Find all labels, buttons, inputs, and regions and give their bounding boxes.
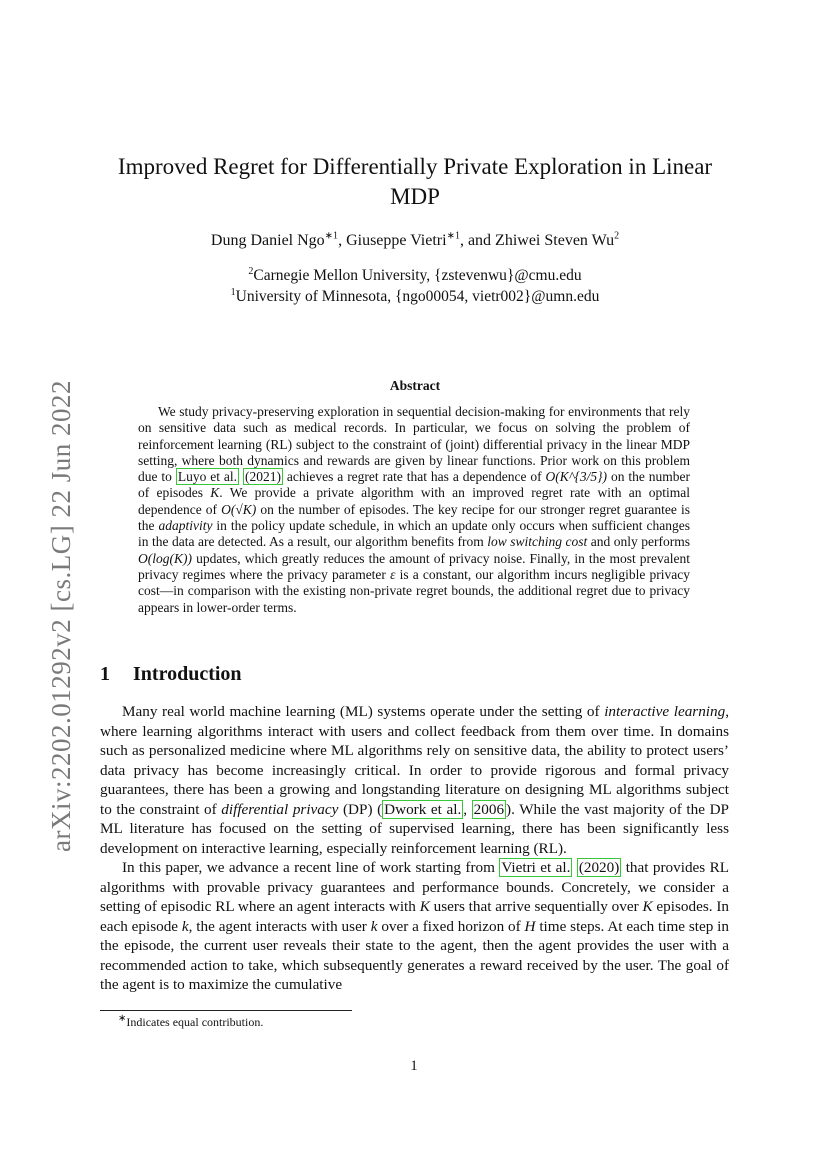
- paper-title: Improved Regret for Differentially Private Exploration in Linear MDP: [117, 154, 713, 209]
- abstract-text: achieves a regret rate that has a dependence of: [282, 469, 546, 485]
- arxiv-identifier-stamp: [22, 372, 76, 852]
- citation-text: Luyo et al.: [177, 469, 238, 485]
- emphasis-text: adaptivity: [158, 518, 213, 534]
- footnote-text: Indicates equal contribution.: [126, 1015, 264, 1029]
- emphasis-text: differential privacy: [221, 800, 339, 818]
- math-variable: ε: [390, 566, 396, 582]
- citation-year-link[interactable]: [243, 468, 283, 485]
- body-text: Many real world machine learning (ML) systems operate under the setting of: [122, 703, 605, 720]
- abstract-paragraph: [138, 404, 690, 616]
- citation-year: (2020): [578, 859, 620, 876]
- abstract-text: is a constant, our algorithm incurs negligible privacy cost—in comparison with the existing non-private regret bounds, the additional regret due to privacy appears in lower-order terms.: [138, 566, 690, 615]
- math-variable: k: [181, 917, 189, 935]
- body-text: , where learning algorithms interact with users and collect feedback from them over time. In domains such as personalized medicine where ML algorithms rely on sensitive data, the ability to protect users’ data privacy has become increasingly critical. In order to provide rigorous and formal privacy guarantees, there has been a growing and longstanding literature on designing ML algorithms subject to the constraint of: [100, 703, 730, 818]
- body-text: ). While the vast majority of the DP ML literature has focused on the setting of supervised learning, there has been significantly less development on interactive learning, especially reinforcement learning (RL).: [100, 800, 729, 857]
- citation-year-link[interactable]: [577, 858, 622, 877]
- math-variable: K: [210, 485, 220, 501]
- section-number: 1: [100, 663, 110, 685]
- abstract-text: . We provide a private algorithm with an improved regret rate with an optimal dependence of: [138, 485, 690, 517]
- arxiv-identifier-text: arXiv:2202.01292v2 [cs.LG] 22 Jun 2022: [46, 380, 76, 852]
- body-text: In this paper, we advance a recent line of work starting from: [122, 859, 500, 876]
- author-mark: ∗1: [324, 230, 339, 242]
- affiliation-text: Carnegie Mellon University, {zstevenwu}@cmu.edu: [253, 267, 582, 284]
- emphasis-text: interactive learning: [604, 703, 726, 720]
- abstract-text: updates, which greatly reduces the amount of privacy noise. Finally, in the most prevalent privacy regimes where the privacy parameter: [138, 550, 690, 582]
- section-title: Introduction: [133, 663, 242, 685]
- body-text: (DP) (: [338, 800, 383, 818]
- citation-year: 2006: [473, 800, 505, 818]
- affiliation: [100, 267, 730, 285]
- citation-year: (2021): [244, 469, 281, 485]
- citation-link[interactable]: [499, 858, 572, 877]
- citation-link[interactable]: [176, 468, 239, 485]
- citation-text: Vietri et al.: [501, 859, 571, 876]
- author-name: Dung Daniel Ngo: [210, 232, 325, 249]
- math-variable: k: [370, 917, 378, 935]
- body-text: time steps. At each time step in the episode, the current user reveals their state to the agent, then the agent provides the user with a recommended action to take, which subsequently generates a reward received by the user. The goal of the agent is to maximize the cumulative: [100, 917, 729, 993]
- body-paragraph: [100, 858, 729, 995]
- math-variable: H: [524, 917, 536, 935]
- affiliation-mark: 2: [248, 265, 254, 277]
- abstract-text: We study privacy-preserving exploration in sequential decision-making for environments that rely on sensitive data such as medical records. In particular, we focus on solving the problem of reinforcement learning (RL) subject to the constraint of (joint) differential privacy in the linear MDP setting, where both dynamics and rewards are given by linear functions. Prior work on this problem due to: [138, 404, 690, 485]
- author-name: , Giuseppe Vietri: [338, 232, 447, 249]
- page-number: 1: [410, 1058, 418, 1074]
- abstract-text: on the number of episodes: [138, 469, 691, 501]
- section-heading: [100, 663, 730, 686]
- citation-text: Dwork et al.: [384, 800, 462, 818]
- body-text: users that arrive sequentially over: [429, 898, 643, 915]
- author-list: [100, 232, 730, 250]
- abstract-heading: Abstract: [389, 378, 441, 393]
- math-variable: K: [419, 898, 430, 915]
- affiliation-mark: 1: [230, 286, 236, 298]
- affiliation: [100, 288, 730, 306]
- abstract-text: in the policy update schedule, in which an update only occurs when sufficient changes in the data are detected. As a result, our algorithm benefits from: [138, 518, 690, 550]
- math-expression: O(log(K)): [138, 550, 192, 566]
- citation-year-link[interactable]: [472, 800, 506, 819]
- citation-link[interactable]: [382, 800, 463, 819]
- body-text: episodes. In each episode: [100, 898, 729, 935]
- abstract-text: and only performs: [587, 534, 690, 550]
- body-text: , the agent interacts with user: [188, 917, 371, 935]
- footnote-divider: [100, 1010, 352, 1011]
- abstract-text: on the number of episodes. The key recipe for our stronger regret guarantee is the: [138, 501, 690, 534]
- body-paragraph: Many real world machine learning (ML) systems operate under the setting of interactive learning, where learning algorithms interact with users and collect feedback from them over time. In domains such as personalized medicine where ML algorithms rely on sensitive data, the ability to protect users’ data privacy has become increasingly critical. In order to provide rigorous and formal privacy guarantees, there has been a growing and longstanding literature on designing ML algorithms subject to the constraint of differential privacy (DP) ( Dwork et al. , 2006 ). While the vast majority of the DP ML literature has focused on the setting of supervised learning, there has been significantly less development on interactive learning, especially reinforcement learning (RL).: [100, 703, 730, 857]
- body-text: over a fixed horizon of: [377, 917, 525, 935]
- author-mark: 2: [614, 230, 620, 242]
- math-variable: K: [642, 898, 653, 915]
- math-expression: O(√K): [221, 501, 257, 517]
- math-expression: O(K^{3/5}): [545, 469, 608, 485]
- body-text: that provides RL algorithms with provable privacy guarantees and performance bounds. Concretely, we consider a setting of episodic RL where an agent interacts with: [100, 859, 730, 915]
- abstract-body: [138, 404, 690, 616]
- emphasis-text: low switching cost: [487, 534, 588, 550]
- footnote: [118, 1015, 718, 1030]
- footnote-mark: ∗: [118, 1013, 127, 1024]
- affiliation-text: University of Minnesota, {ngo00054, vietr002}@umn.edu: [235, 288, 600, 305]
- author-name: , and Zhiwei Steven Wu: [459, 232, 615, 249]
- author-mark: ∗1: [446, 230, 460, 242]
- introduction-body: [100, 702, 729, 995]
